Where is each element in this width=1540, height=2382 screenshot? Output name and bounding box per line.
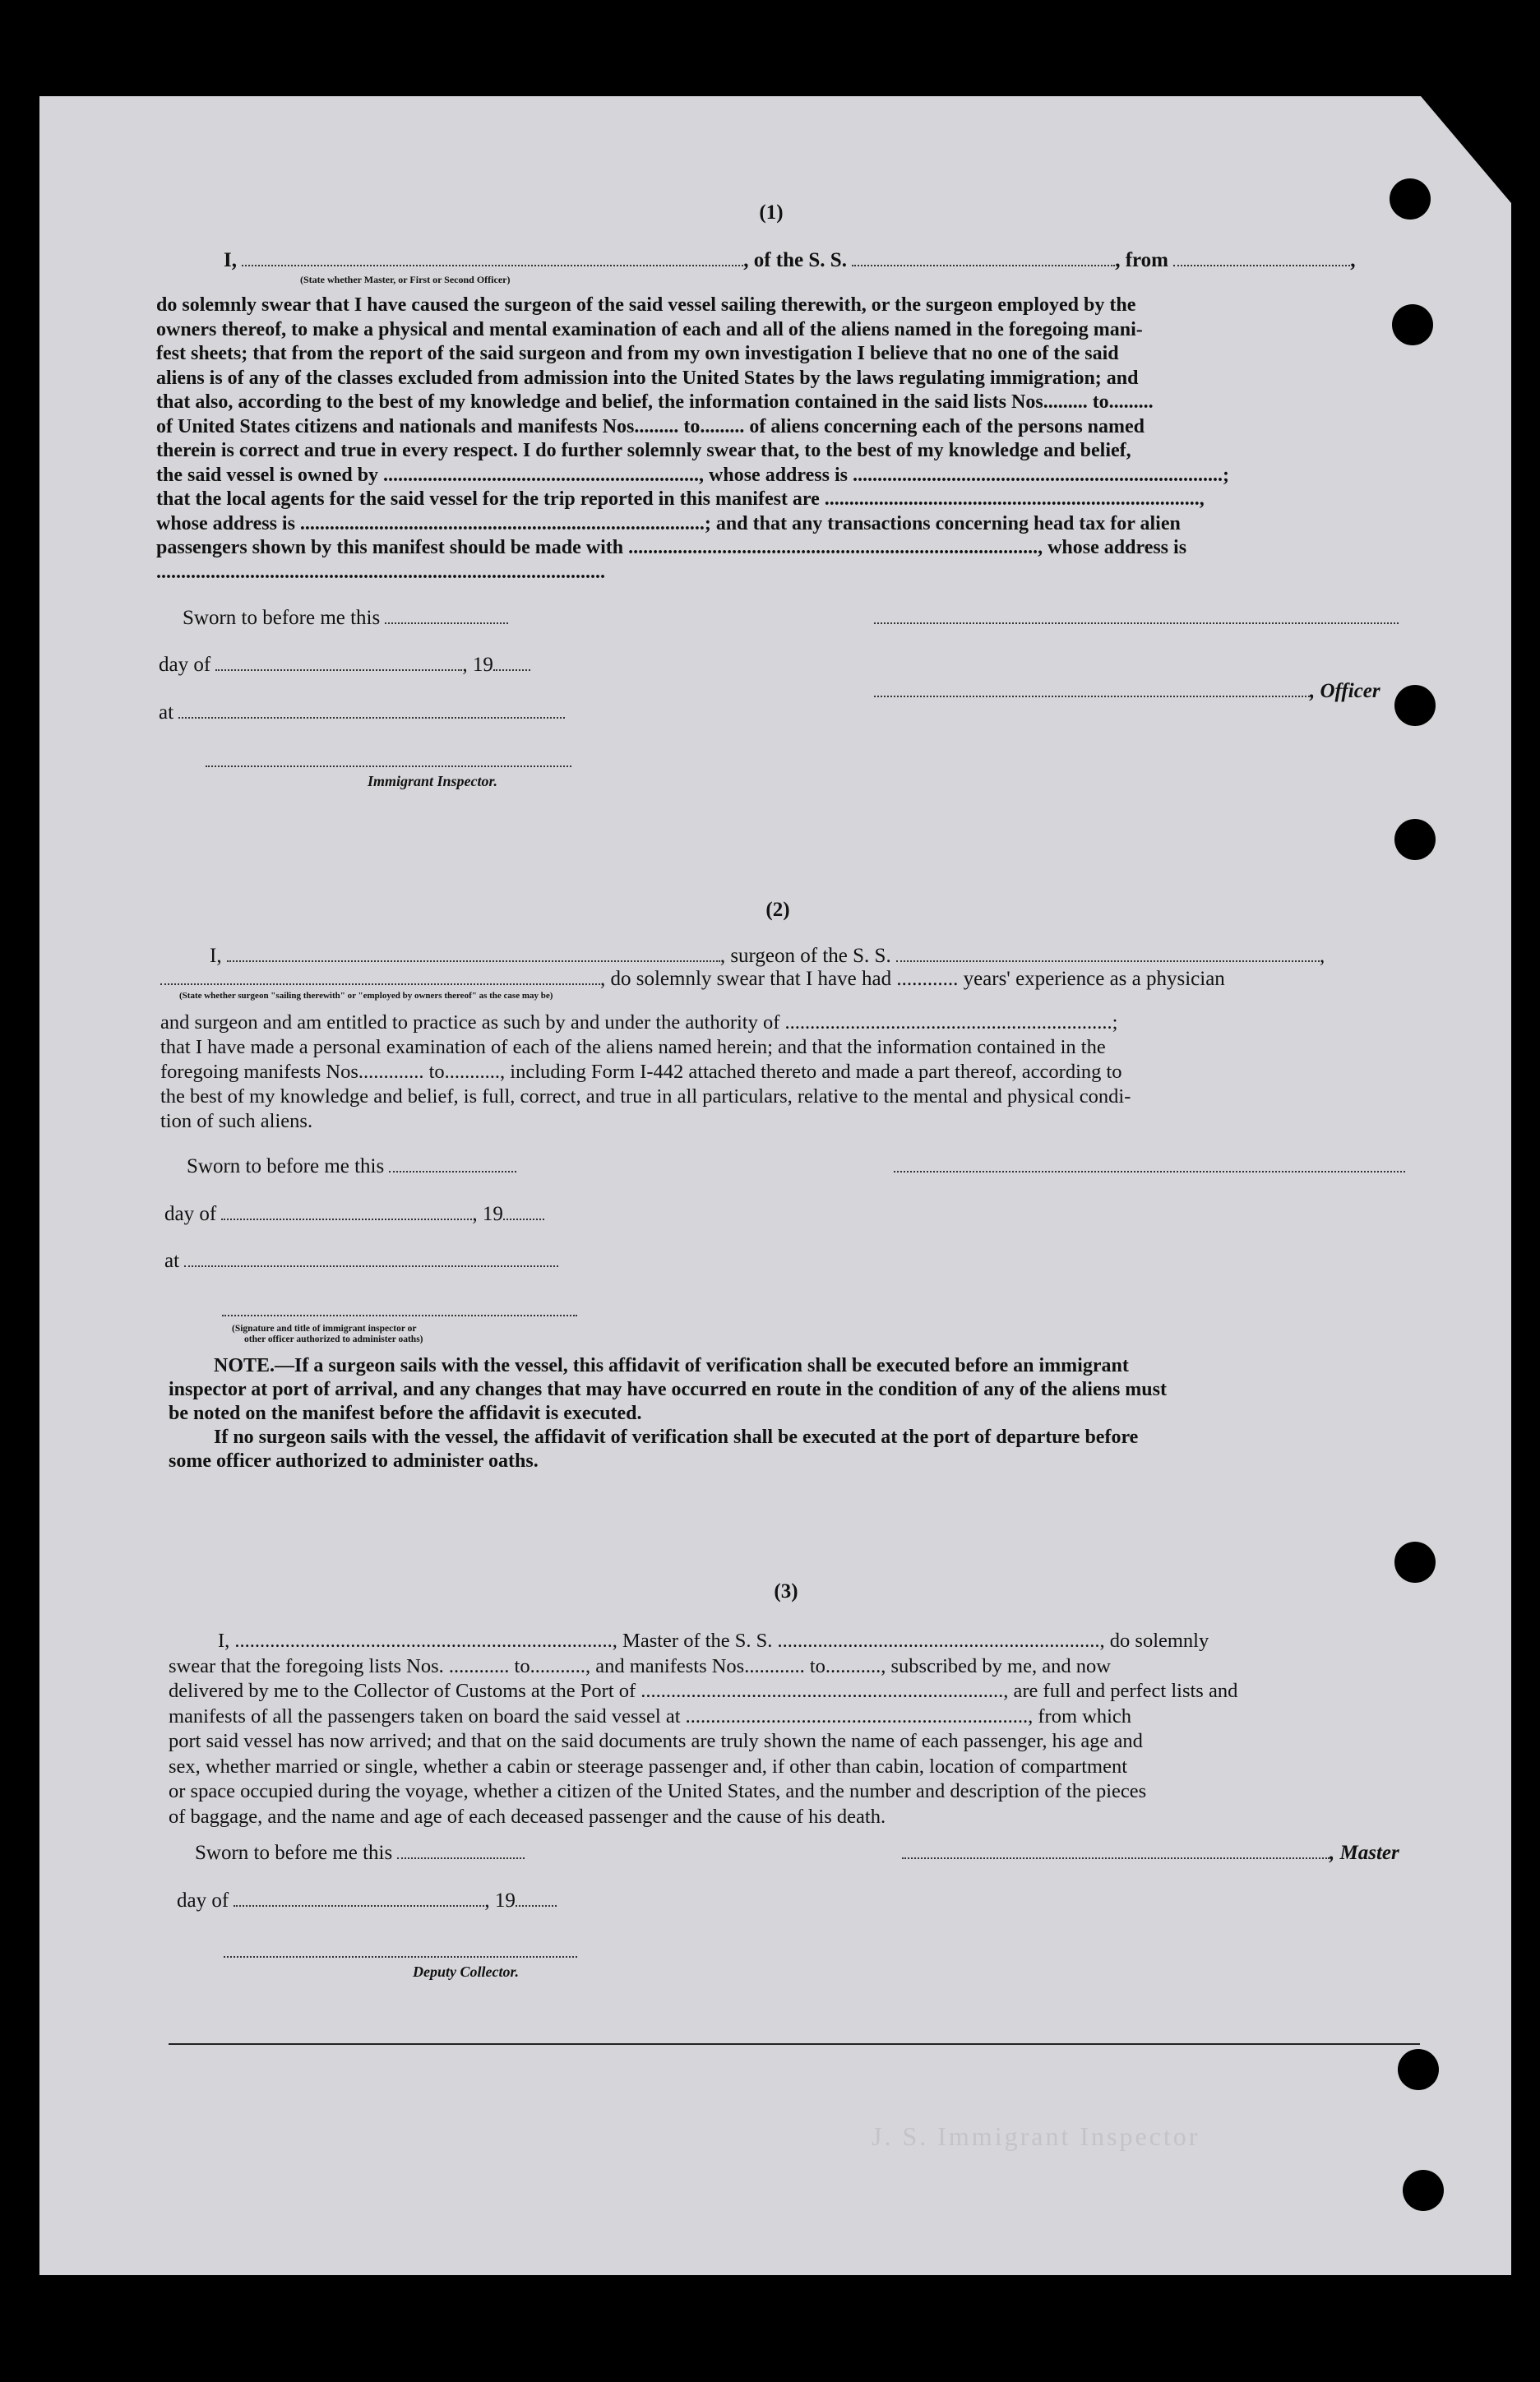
sworn-label: Sworn to before me this: [183, 607, 381, 629]
body-line: that the local agents for the said vessel for the trip reported in this manifest are ............................................................................,: [156, 488, 1205, 510]
year-label: , 19: [472, 1203, 503, 1225]
note-line: If no surgeon sails with the vessel, the affidavit of verification shall be executed at the port of departure before: [214, 1427, 1139, 1448]
bottom-rule: [169, 2043, 1420, 2045]
section2-body: [160, 1011, 1404, 1134]
body-line: the said vessel is owned by ................................................................, whose address is ...........................................................................;: [156, 464, 1229, 486]
body-line: of baggage, and the name and age of each deceased passenger and the cause of his death.: [169, 1805, 886, 1828]
surgeon-status-field[interactable]: [160, 972, 600, 985]
officer-signature-field[interactable]: [874, 611, 1399, 624]
note-line: some officer authorized to administer oaths.: [169, 1450, 539, 1472]
sworn-line: [195, 1842, 525, 1865]
year-field[interactable]: [516, 1894, 557, 1907]
body-line: ...........................................................................................: [156, 561, 605, 583]
body-line: and surgeon and am entitled to practice as such by and under the authority of .................................................................;: [160, 1011, 1118, 1034]
collector-signature-field[interactable]: [224, 1945, 577, 1958]
body-line: that I have made a personal examination of each of the aliens named herein; and that the information contained in the: [160, 1036, 1106, 1058]
body-line: aliens is of any of the classes excluded from admission into the United States by the laws regulating immigration; and: [156, 367, 1139, 389]
year-field[interactable]: [493, 658, 530, 671]
section-number: (3): [774, 1580, 798, 1603]
at-label: at: [159, 701, 174, 724]
body-line: or space occupied during the voyage, whether a citizen of the United States, and the number and description of the pieces: [169, 1780, 1147, 1802]
master-line: [902, 1842, 1399, 1865]
body-line: the best of my knowledge and belief, is full, correct, and true in all particulars, relative to the mental and physical condi-: [160, 1085, 1131, 1108]
note-line: be noted on the manifest before the affidavit is executed.: [169, 1403, 642, 1424]
body-line: manifests of all the passengers taken on board the said vessel at ...................................................................., from which: [169, 1704, 1132, 1728]
collector-signature-line: [224, 1940, 577, 1963]
month-field[interactable]: [215, 658, 462, 671]
surgeon-label: , surgeon of the S. S.: [719, 945, 891, 967]
year-label: , 19: [484, 1889, 516, 1912]
section2-second-line: [160, 968, 1225, 991]
officer-signature-line: [222, 1299, 577, 1322]
sworn-label: Sworn to before me this: [187, 1155, 385, 1177]
body-line: owners thereof, to make a physical and mental examination of each and all of the aliens named in the foregoing mani-: [156, 318, 1143, 340]
note-line: inspector at port of arrival, and any changes that may have occurred en route in the condition of any of the aliens must: [169, 1379, 1167, 1400]
section1-body: [156, 294, 1398, 585]
collector-caption: Deputy Collector.: [413, 1963, 519, 1980]
surgeon-signature-field[interactable]: [894, 1159, 1405, 1172]
year-field[interactable]: [503, 1207, 544, 1220]
sworn-label: Sworn to before me this: [195, 1842, 393, 1864]
signature-line: [874, 607, 1399, 630]
vessel-name-field[interactable]: [852, 253, 1115, 266]
signature-hint: (Signature and title of immigrant inspector or: [232, 1324, 417, 1334]
inspector-caption: Immigrant Inspector.: [368, 773, 498, 789]
body-line: of United States citizens and nationals and manifests Nos......... to......... of aliens concerning each of the persons named: [156, 415, 1145, 437]
body-line: passengers shown by this manifest should be made with ..................................................................................., whose address is: [156, 537, 1187, 558]
section3-body: [169, 1629, 1414, 1829]
officer-name-field[interactable]: [242, 253, 743, 266]
day-line: [164, 1203, 544, 1226]
day-label: day of: [177, 1889, 229, 1912]
inspector-signature-line: [206, 750, 571, 773]
body-line: therein is correct and true in every respect. I do further solemnly swear that, to the best of my knowledge and belief,: [156, 440, 1131, 461]
sworn-day-field[interactable]: [389, 1159, 516, 1172]
body-line: I, ..........................................................................., Master of the S. S. ................................................................, do solemnly: [218, 1630, 1209, 1652]
section1-first-line: I, , of the S. S. , from ,: [224, 249, 1356, 271]
at-label: at: [164, 1250, 180, 1272]
at-line: [159, 701, 565, 724]
body-line: sex, whether married or single, whether a cabin or steerage passenger and, if other than cabin, location of compartment: [169, 1755, 1128, 1778]
sworn-line: [187, 1155, 516, 1178]
sworn-day-field[interactable]: [397, 1846, 525, 1859]
master-label: , Master: [1330, 1842, 1399, 1864]
year-label: , 19: [462, 654, 493, 676]
body-line: do solemnly swear that I have caused the surgeon of the said vessel sailing therewith, or the surgeon employed by the: [156, 294, 1136, 316]
officer-label: , Officer: [1310, 680, 1380, 702]
body-line: port said vessel has now arrived; and that on the said documents are truly shown the name of each passenger, his age and: [169, 1730, 1143, 1752]
officer-title-field[interactable]: [874, 684, 1310, 697]
officer-signature-field[interactable]: [222, 1303, 577, 1316]
day-line: [177, 1889, 557, 1913]
pronoun-label: I,: [224, 249, 237, 271]
body-line: swear that the foregoing lists Nos. ............ to..........., and manifests Nos............ to..........., subscribed by me, and now: [169, 1654, 1111, 1677]
body-line: whose address is ..................................................................................; and that any transactions concerning head tax for alien: [156, 512, 1181, 534]
body-line: that also, according to the best of my knowledge and belief, the information contained in the said lists Nos......... to.........: [156, 391, 1154, 413]
field-hint: (State whether surgeon "sailing therewith" or "employed by owners thereof" as the case may be): [179, 991, 553, 1001]
body-line: foregoing manifests Nos............. to..........., including Form I-442 attached thereto and made a part thereof, according to: [160, 1061, 1122, 1083]
at-line: [164, 1250, 558, 1273]
from-label: , from: [1115, 249, 1168, 271]
sworn-line: [183, 607, 508, 630]
surgeon-name-field[interactable]: [227, 949, 720, 962]
place-field[interactable]: [178, 705, 565, 719]
note-line: NOTE.—If a surgeon sails with the vessel, this affidavit of verification shall be executed before an immigrant: [214, 1355, 1129, 1376]
day-line: [159, 654, 530, 677]
master-signature-field[interactable]: [902, 1846, 1330, 1859]
month-field[interactable]: [234, 1894, 484, 1907]
day-label: day of: [159, 654, 211, 676]
experience-text: , do solemnly swear that I have had ............ years' experience as a physician: [600, 968, 1225, 990]
pronoun-label: I,: [210, 945, 222, 967]
body-line: fest sheets; that from the report of the said surgeon and from my own investigation I believe that no one of the said: [156, 343, 1119, 364]
officer-line: [874, 680, 1380, 703]
departure-port-field[interactable]: [1173, 253, 1350, 266]
month-field[interactable]: [221, 1207, 472, 1220]
field-hint: (State whether Master, or First or Second Officer): [300, 274, 511, 285]
surgeon-note: [169, 1354, 1410, 1473]
section2-first-line: I, , surgeon of the S. S. ,: [210, 945, 1325, 967]
section-number: (2): [765, 899, 790, 921]
body-line: delivered by me to the Collector of Customs at the Port of ........................................................................, are full and perfect lists and: [169, 1680, 1238, 1702]
signature-hint: other officer authorized to administer oaths): [244, 1334, 423, 1344]
section-number: (1): [759, 201, 784, 224]
vessel-name-field[interactable]: [896, 949, 1320, 962]
inspector-signature-field[interactable]: [206, 754, 571, 767]
faint-stamp-text: J. S. Immigrant Inspector: [872, 2121, 1200, 2151]
day-label: day of: [164, 1203, 217, 1225]
vessel-label: , of the S. S.: [743, 249, 847, 271]
signature-line: [894, 1155, 1405, 1178]
body-line: tion of such aliens.: [160, 1110, 313, 1132]
place-field[interactable]: [184, 1254, 558, 1267]
sworn-day-field[interactable]: [385, 611, 508, 624]
